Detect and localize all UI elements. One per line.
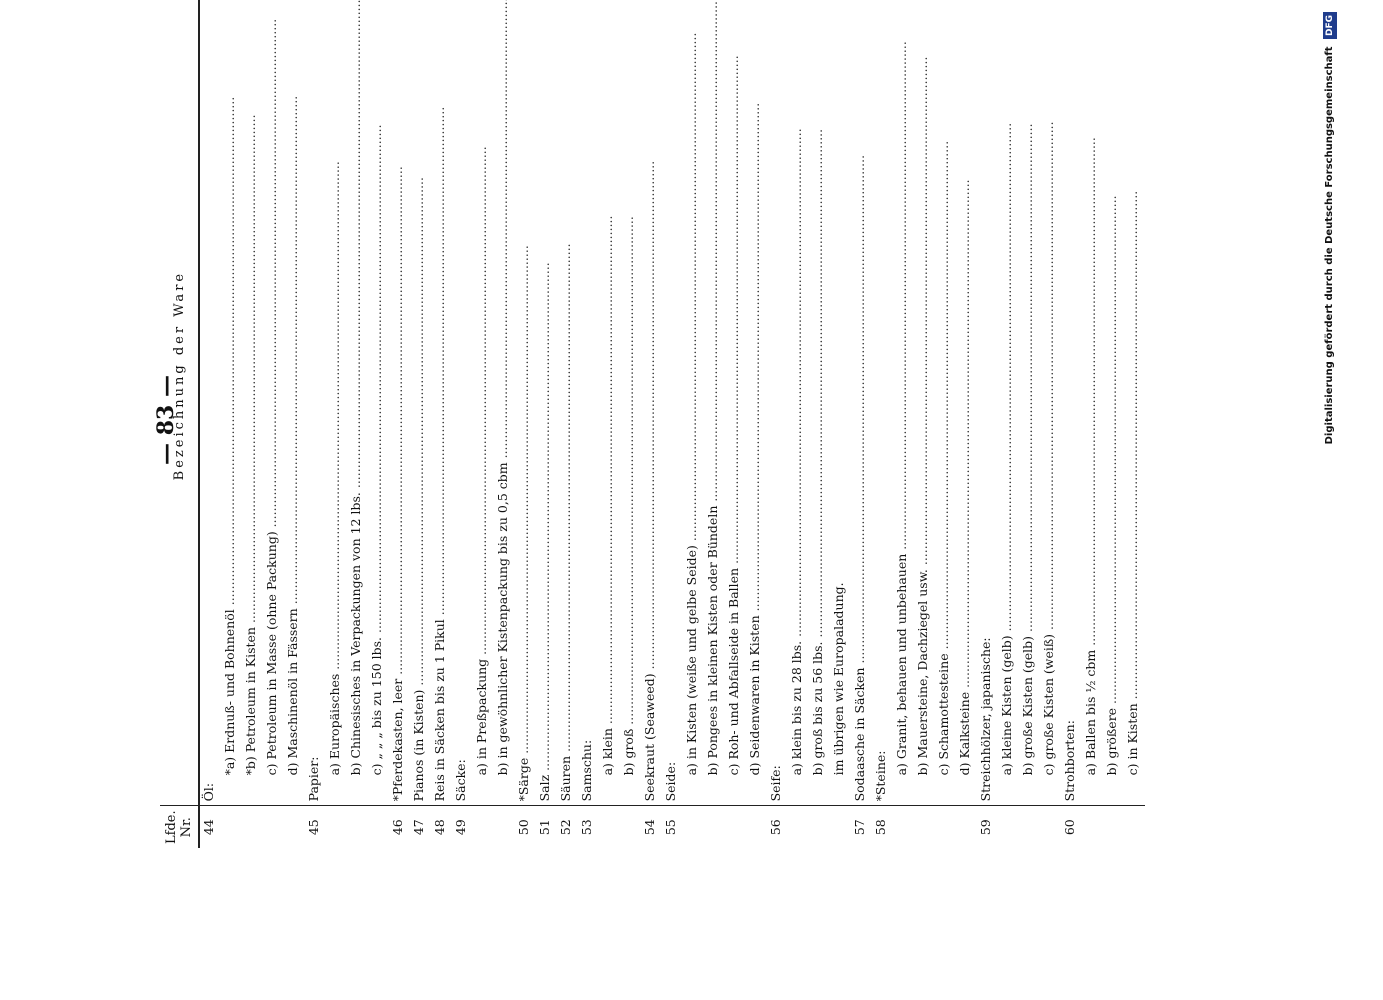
table-row (347, 0, 368, 848)
tariff-table-container (160, 248, 1240, 848)
table-row (452, 0, 473, 848)
table-header-row (160, 0, 199, 848)
row-number (473, 806, 494, 848)
ware-description: a) in Kisten (weiße und gelbe Seide) ..... (683, 0, 700, 801)
row-number: 52 (557, 806, 578, 848)
watermark-text: Digitalisierung gefördert durch die Deutsche Forschungsgemeinschaft (1324, 46, 1335, 445)
row-number (1040, 806, 1061, 848)
row-ware-cell (473, 0, 494, 806)
row-number (494, 806, 515, 848)
table-row (704, 0, 725, 848)
row-number (830, 806, 851, 848)
table-row (557, 0, 578, 848)
row-ware-cell (431, 0, 452, 806)
page-number: — 83 — (153, 375, 179, 465)
row-ware-cell (389, 0, 410, 806)
row-number (1124, 806, 1145, 848)
row-ware-cell (893, 0, 914, 806)
ware-description: *a) Erdnuß- und Bohnenöl ..... (221, 0, 238, 801)
row-number: 57 (851, 806, 872, 848)
row-ware-cell (998, 0, 1019, 806)
table-row (410, 0, 431, 848)
ware-description: Strohborten: (1062, 720, 1077, 802)
ware-description: Säuren ..... (557, 0, 574, 801)
row-ware-cell (935, 0, 956, 806)
ware-description: Papier: (306, 756, 321, 802)
ware-description: a) klein ..... (599, 0, 616, 801)
ware-description: Reis in Säcken bis zu 1 Pikul ..... (431, 0, 448, 801)
table-row (242, 0, 263, 848)
row-number (263, 806, 284, 848)
ware-description: *Pferdekasten, leer ..... (389, 0, 406, 801)
table-row (851, 0, 872, 848)
row-number (788, 806, 809, 848)
table-row (263, 0, 284, 848)
row-number: 47 (410, 806, 431, 848)
ware-description: *Särge ..... (515, 0, 532, 801)
ware-description: im übrigen wie Europaladung. (831, 582, 846, 776)
ware-description: b) in gewöhnlicher Kistenpackung bis zu 0,5 cbm ..... (494, 0, 511, 801)
table-row (1082, 0, 1103, 848)
row-number (914, 806, 935, 848)
row-ware-cell (494, 0, 515, 806)
ware-description: d) Seidenwaren in Kisten ..... (746, 0, 763, 801)
ware-description: c) in Kisten ..... (1124, 0, 1141, 801)
ware-description: b) Chinesisches in Verpackungen von 12 lbs. ..... (347, 0, 364, 801)
table-row (599, 0, 620, 848)
table-row (536, 0, 557, 848)
row-number (242, 806, 263, 848)
row-ware-cell (1040, 0, 1061, 806)
row-ware-cell (683, 0, 704, 806)
row-ware-cell (263, 0, 284, 806)
ware-description: Säcke: (453, 759, 468, 802)
row-ware-cell (578, 0, 599, 806)
row-ware-cell (452, 0, 473, 806)
column-header-nr: Lfde. Nr. (160, 806, 199, 848)
row-number: 49 (452, 806, 473, 848)
table-row (473, 0, 494, 848)
row-ware-cell (347, 0, 368, 806)
table-row (893, 0, 914, 848)
row-number (746, 806, 767, 848)
table-row (199, 0, 221, 848)
row-number (1019, 806, 1040, 848)
table-row (683, 0, 704, 848)
ware-description: b) groß bis zu 56 lbs. ..... (809, 0, 826, 801)
row-number: 53 (578, 806, 599, 848)
ware-description: c) Petroleum in Masse (ohne Packung) ..... (263, 0, 280, 801)
table-row (956, 0, 977, 848)
table-row (1103, 0, 1124, 848)
table-row (872, 0, 893, 848)
ware-description: c) Roh- und Abfallseide in Ballen ..... (725, 0, 742, 801)
table-row (935, 0, 956, 848)
row-ware-cell (872, 0, 893, 806)
ware-description: a) klein bis zu 28 lbs. ..... (788, 0, 805, 801)
row-number (1082, 806, 1103, 848)
row-number (221, 806, 242, 848)
ware-description: Salz ..... (536, 0, 553, 801)
ware-description: d) Kalksteine ..... (956, 0, 973, 801)
ware-description: *Steine: (873, 750, 888, 802)
table-row (641, 0, 662, 848)
ware-description: a) kleine Kisten (gelb) ..... (998, 0, 1015, 801)
row-ware-cell (536, 0, 557, 806)
row-number (956, 806, 977, 848)
ware-description: a) Europäisches ..... (326, 0, 343, 801)
table-row (221, 0, 242, 848)
ware-description: b) Pongees in kleinen Kisten oder Bündeln ..... (704, 0, 721, 801)
table-row (431, 0, 452, 848)
ware-description: c) Schamottesteine ..... (935, 0, 952, 801)
ware-description: a) Granit, behauen und unbehauen ..... (893, 0, 910, 801)
table-row (389, 0, 410, 848)
row-number (620, 806, 641, 848)
table-row (914, 0, 935, 848)
table-row (1040, 0, 1061, 848)
table-row (746, 0, 767, 848)
row-number: 60 (1061, 806, 1082, 848)
row-ware-cell (326, 0, 347, 806)
row-ware-cell (410, 0, 431, 806)
row-ware-cell (746, 0, 767, 806)
row-ware-cell (641, 0, 662, 806)
table-row (767, 0, 788, 848)
row-number (599, 806, 620, 848)
row-ware-cell (788, 0, 809, 806)
table-row (725, 0, 746, 848)
row-number: 54 (641, 806, 662, 848)
row-number: 58 (872, 806, 893, 848)
row-ware-cell (1124, 0, 1145, 806)
row-ware-cell (284, 0, 305, 806)
row-number: 46 (389, 806, 410, 848)
row-number: 51 (536, 806, 557, 848)
row-ware-cell (368, 0, 389, 806)
row-ware-cell (662, 0, 683, 806)
row-number: 44 (199, 806, 221, 848)
ware-description: a) Ballen bis ½ cbm ..... (1082, 0, 1099, 801)
row-number: 50 (515, 806, 536, 848)
table-body (199, 0, 1145, 848)
table-row (326, 0, 347, 848)
row-ware-cell (515, 0, 536, 806)
row-number (893, 806, 914, 848)
row-ware-cell (1019, 0, 1040, 806)
ware-description: b) große Kisten (gelb) ..... (1019, 0, 1036, 801)
ware-description: Seide: (663, 761, 678, 802)
ware-description: Seekraut (Seaweed) ..... (641, 0, 658, 801)
row-ware-cell (830, 0, 851, 806)
row-number (326, 806, 347, 848)
dfg-watermark (1318, 12, 1342, 962)
row-number: 45 (305, 806, 326, 848)
ware-description: a) in Preßpackung ..... (473, 0, 490, 801)
row-ware-cell (1082, 0, 1103, 806)
ware-description: Pianos (in Kisten) ..... (410, 0, 427, 801)
row-ware-cell (1103, 0, 1124, 806)
row-number (725, 806, 746, 848)
table-row (515, 0, 536, 848)
ware-description: Samschu: (579, 739, 594, 802)
table-row (998, 0, 1019, 848)
row-number (809, 806, 830, 848)
row-ware-cell (956, 0, 977, 806)
ware-description: c) „ „ „ bis zu 150 lbs. ..... (368, 0, 385, 801)
ware-description: b) groß ..... (620, 0, 637, 801)
ware-description: Seife: (768, 765, 783, 802)
ware-description: b) größere ..... (1103, 0, 1120, 801)
table-row (620, 0, 641, 848)
table-row (809, 0, 830, 848)
table-row (284, 0, 305, 848)
row-number (347, 806, 368, 848)
row-ware-cell (914, 0, 935, 806)
table-row (1124, 0, 1145, 848)
row-ware-cell (1061, 0, 1082, 806)
row-ware-cell (242, 0, 263, 806)
table-row (1019, 0, 1040, 848)
row-number: 55 (662, 806, 683, 848)
table-row (578, 0, 599, 848)
table-row (662, 0, 683, 848)
column-header-ware: Bezeichnung der Ware (160, 0, 199, 806)
ware-description: *b) Petroleum in Kisten ..... (242, 0, 259, 801)
row-number (1103, 806, 1124, 848)
dfg-logo: DFG (1323, 12, 1337, 39)
row-number (704, 806, 725, 848)
row-ware-cell (725, 0, 746, 806)
row-ware-cell (221, 0, 242, 806)
tariff-table (160, 0, 1145, 848)
ware-description: Streichhölzer, japanische: (978, 637, 993, 802)
row-ware-cell (599, 0, 620, 806)
row-number (368, 806, 389, 848)
table-row (1061, 0, 1082, 848)
row-number (683, 806, 704, 848)
row-ware-cell (851, 0, 872, 806)
row-ware-cell (199, 0, 221, 806)
row-number (998, 806, 1019, 848)
row-ware-cell (809, 0, 830, 806)
row-ware-cell (704, 0, 725, 806)
row-ware-cell (557, 0, 578, 806)
ware-description: d) Maschinenöl in Fässern ..... (284, 0, 301, 801)
table-row (368, 0, 389, 848)
row-ware-cell (305, 0, 326, 806)
table-row (494, 0, 515, 848)
row-number (284, 806, 305, 848)
row-number: 56 (767, 806, 788, 848)
table-row (305, 0, 326, 848)
ware-description: Sodaasche in Säcken ..... (851, 0, 868, 801)
row-number (935, 806, 956, 848)
row-ware-cell (620, 0, 641, 806)
row-ware-cell (767, 0, 788, 806)
ware-description: Öl: (201, 782, 216, 802)
ware-description: b) Mauersteine, Dachziegel usw. ..... (914, 0, 931, 801)
table-row (830, 0, 851, 848)
ware-description: c) große Kisten (weiß) ..... (1040, 0, 1057, 801)
row-ware-cell (977, 0, 998, 806)
table-row (977, 0, 998, 848)
row-number: 59 (977, 806, 998, 848)
row-number: 48 (431, 806, 452, 848)
table-row (788, 0, 809, 848)
